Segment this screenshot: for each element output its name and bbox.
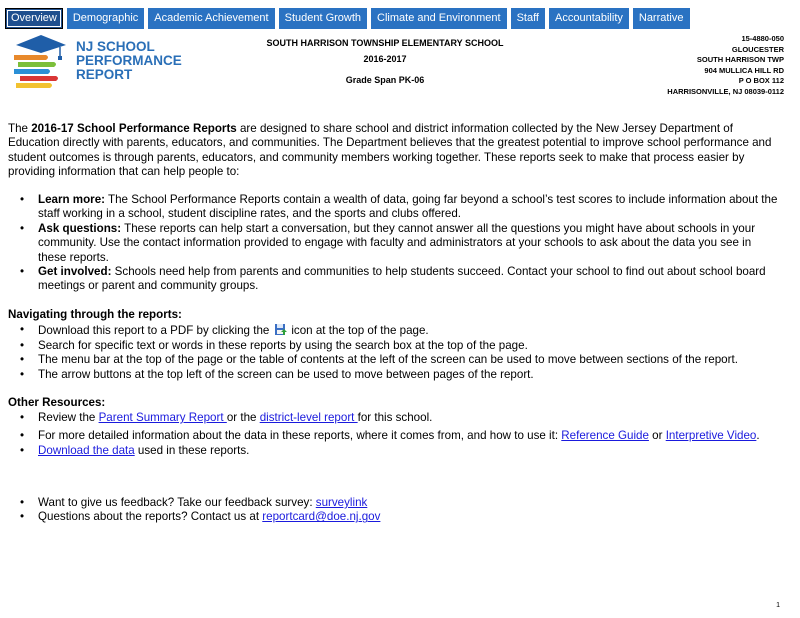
other-resources-section <box>8 396 778 459</box>
list-item: • The arrow buttons at the top left of the screen can be used to move between pages of the report. <box>8 368 778 382</box>
reference-guide-link[interactable]: Reference Guide <box>561 428 649 442</box>
tab-overview[interactable]: Overview <box>5 8 63 29</box>
list-item: • For more detailed information about the data in these reports, where it comes from, and how to use it: Reference Guide or Interpretive Video. <box>8 429 778 443</box>
tab-staff[interactable]: Staff <box>511 8 545 29</box>
school-name: SOUTH HARRISON TOWNSHIP ELEMENTARY SCHOOL <box>266 38 504 48</box>
pdf-download-icon[interactable] <box>274 323 288 336</box>
list-item: • Learn more: The School Performance Reports contain a wealth of data, going far beyond a school’s test scores to include information about the staff working in a school, student discipline rates, and the sports and clubs offered. <box>8 193 778 222</box>
tab-academic-achievement[interactable]: Academic Achievement <box>148 8 274 29</box>
purpose-list <box>8 193 778 294</box>
tab-demographic[interactable]: Demographic <box>67 8 144 29</box>
list-item: • Search for specific text or words in these reports by using the search box at the top of the page. <box>8 339 778 353</box>
district: SOUTH HARRISON TWP <box>696 55 784 65</box>
navigating-heading: Navigating through the reports: <box>8 308 182 321</box>
list-item: • Download the data used in these reports. <box>8 444 778 458</box>
survey-link[interactable]: surveylink <box>315 496 368 509</box>
report-title: 2016-17 School Performance Reports <box>31 122 237 135</box>
tab-narrative[interactable]: Narrative <box>633 8 690 29</box>
intro-paragraph: The 2016-17 School Performance Reports are designed to share school and district information collected by the New Jersey Department of Education directly with parents, educators, and communities. The Department believes that the greatest potential to improve school performance and student outcomes is through parents, educators, and community members working together. These reports seek to make that process easier by providing information that can help people to: <box>8 122 772 179</box>
tab-accountability[interactable]: Accountability <box>549 8 629 29</box>
list-item: • Review the Parent Summary Report or the district-level report for this school. <box>8 411 778 425</box>
list-item: • Want to give us feedback? Take our feedback survey: surveylink <box>8 496 778 510</box>
nav-tab-bar <box>5 8 690 29</box>
school-year: 2016-2017 <box>363 54 407 64</box>
tab-student-growth[interactable]: Student Growth <box>279 8 367 29</box>
grade-span: Grade Span PK-06 <box>345 75 425 85</box>
feedback-section <box>8 496 778 525</box>
page-number: 1 <box>776 602 780 609</box>
list-item: • The menu bar at the top of the page or the table of contents at the left of the screen can be used to move between sections of the report. <box>8 353 778 367</box>
download-data-link[interactable]: Download the data <box>38 444 135 458</box>
list-item: • Ask questions: These reports can help start a conversation, but they cannot answer all the questions you might have about schools in your community. Use the contact information provided to engage with faculty and administrators at your schools to ask about the data you see in these reports. <box>8 222 778 265</box>
list-item: • Questions about the reports? Contact us at reportcard@doe.nj.gov <box>8 510 778 524</box>
po-box: P O BOX 112 <box>738 76 784 86</box>
school-address <box>667 34 784 98</box>
street: 904 MULLICA HILL RD <box>704 65 784 75</box>
nj-school-performance-logo <box>10 33 195 91</box>
navigating-section <box>8 308 778 382</box>
school-code: 15-4880-050 <box>741 34 784 43</box>
book-stack-icon <box>10 33 72 91</box>
parent-summary-report-link[interactable]: Parent Summary Report <box>98 411 227 425</box>
tab-climate-and-environment[interactable]: Climate and Environment <box>371 8 507 29</box>
logo-text: NJ SCHOOL PERFORMANCE REPORT <box>76 39 182 82</box>
school-header <box>230 38 540 91</box>
contact-email-link[interactable]: reportcard@doe.nj.gov <box>262 510 381 524</box>
list-item: • Get involved: Schools need help from parents and communities to help students succeed. Contact your school to find out about school board meetings or parent and community groups. <box>8 265 778 294</box>
county: GLOUCESTER <box>731 44 784 54</box>
city-state-zip: HARRISONVILLE, NJ 08039-0112 <box>667 86 784 96</box>
interpretive-video-link[interactable]: Interpretive Video <box>665 428 757 442</box>
other-resources-heading: Other Resources: <box>8 396 106 409</box>
list-item: • Download this report to a PDF by clicking the icon at the top of the page. <box>8 323 778 338</box>
district-level-report-link[interactable]: district-level report <box>259 411 358 425</box>
